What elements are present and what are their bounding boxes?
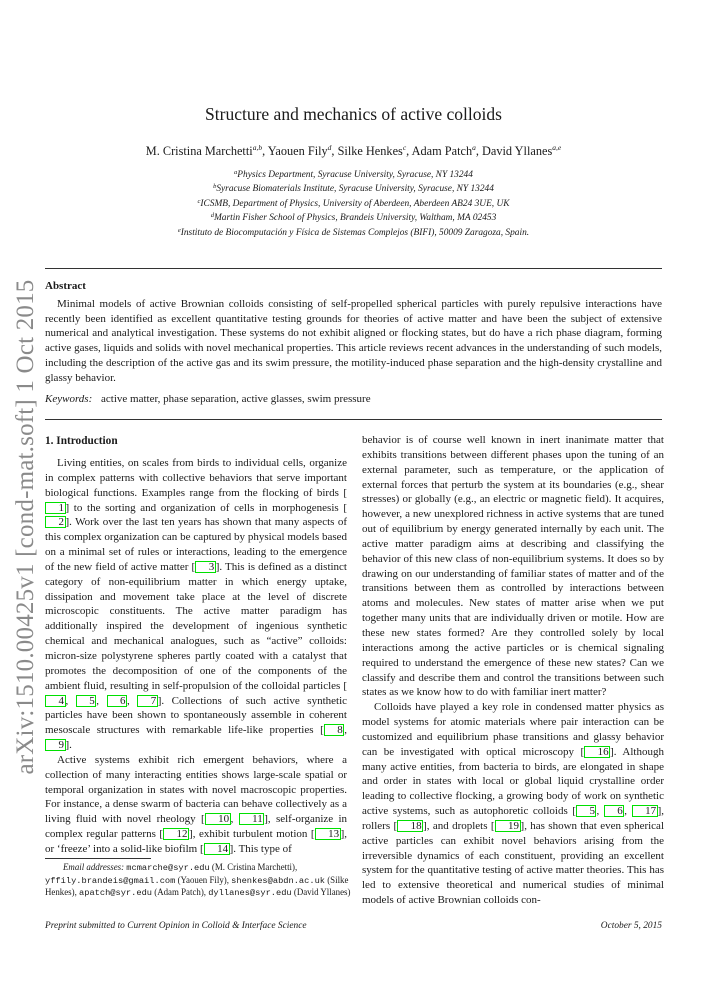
body-paragraph: behavior is of course well known in inert inanimate matter that exhibits transitions between different phases upon the tuning of an external parameter, such as temperature, or the application of external forces that perturb the system at its boundaries (e.g., shear stresses) or globally (e.g., an electric or magnetic field). It acquires, however, a new unexplored richness in active systems that are tuned out of equilibrium by energy generated internally by each unit. The active matter paradigm aims at describing and classifying the behavior of this new class of non-equilibrium systems. It does so by drawing on our understanding of familiar states of matter and of the transitions between them as controlled by interactions between atoms and molecules. New states of matter arise when we put together many units that are individually driven or motile. How are these new states formed? Are they controlled solely by local interactions among the active particles or is chemical signaling required to understand the emergence of these new states? Can we classify and describe them and control the transitions between such states as we know how to do with familiar inert matter? xyxy=(362,434,664,699)
email-link[interactable]: shenkes@abdn.ac.uk xyxy=(231,875,325,886)
body-paragraph: Colloids have played a key role in condensed matter physics as model systems for atomic materials where pair interaction can be customized and equilibrium phase transitions and glassy behavior can be investigated with optical microscopy [ 16 ]. Although many active entities, from bacteria to birds, are elongated in shape and order in states with local or global liquid crystalline order leading to collective flocking, a growing body of work on synthetic active systems, such as autophoretic colloids [ 5 , 6 , 17 ], rollers [ 18 ], and droplets [ 19 ], has shown that even spherical active particles can exhibit novel behaviors arising from the irreversible dynamics of each constituent, providing an excellent system for the quantitative testing of active matter theories. This has led to extensive theoretical and numerical studies of minimal models of active Brownian colloids con- xyxy=(362,701,665,907)
keywords xyxy=(45,393,662,405)
affiliation-line xyxy=(0,210,707,224)
affiliation-line xyxy=(0,196,707,210)
citation-link[interactable]: 7 xyxy=(137,695,158,707)
affiliation-text: Physics Department, Syracuse University, Syracuse, NY 13244 xyxy=(237,170,473,180)
email-owner: (M. Cristina Marchetti), xyxy=(211,862,298,872)
email-owner: (Silke Henkes), xyxy=(45,874,349,898)
email-owner: (Adam Patch), xyxy=(154,887,206,898)
author-name: Yaouen Fily xyxy=(267,144,328,158)
citation-link[interactable]: 16 xyxy=(584,746,610,758)
paper-title: Structure and mechanics of active colloids xyxy=(205,104,502,124)
abstract-bottom-divider xyxy=(45,419,662,420)
citation-link[interactable]: 11 xyxy=(239,813,265,825)
left-column-body xyxy=(45,456,347,857)
citation-link[interactable]: 5 xyxy=(576,805,597,817)
citation-link[interactable]: 9 xyxy=(45,739,66,751)
affiliation-text: Martin Fisher School of Physics, Brandeis University, Waltham, MA 02453 xyxy=(213,213,497,224)
abstract-text: Minimal models of active Brownian colloids consisting of self-propelled spherical particles with purely repulsive interactions have recently been identified as excellent quantitative testing grounds for theories of active matter and have been the subject of extensive numerical and analytical investigation. These systems do not exhibit aligned or flocking states, but do have a rich phase diagram, forming active gases, liquids and solids with novel mechanical properties. This article reviews recent advances in the understanding of such models, including the description of the active gas and its swim pressure, the motility-induced phase separation and the high-density crystalline and glassy behavior. xyxy=(45,298,662,384)
email-footnote xyxy=(45,862,355,900)
abstract-heading: Abstract xyxy=(45,280,86,292)
citation-link[interactable]: 8 xyxy=(324,724,345,736)
affiliation-marker: e xyxy=(177,226,181,234)
footnote-divider xyxy=(45,858,151,859)
email-owner: (Yaouen Fily), xyxy=(177,874,229,885)
affiliation-text: Instituto de Biocomputación y Física de Sistemas Complejos (BIFI), 50009 Zaragoza, Spain. xyxy=(180,227,530,238)
affiliation-text: ICSMB, Department of Physics, University of Aberdeen, Aberdeen AB24 3UE, UK xyxy=(200,198,510,209)
affiliation-list xyxy=(0,167,707,239)
email-link[interactable]: yffily.brandeis@gmail.com xyxy=(45,875,176,886)
body-paragraph: Active systems exhibit rich emergent behaviors, where a collection of many interacting entities shows large-scale spatial or temporal organization in states with novel macroscopic properties. For instance, a dense swarm of bacteria can behave collectively as a living fluid with novel rheology [ 10 , 11 ], self-organize in complex regular patterns [ 12 ], exhibit turbulent motion [ 13 ], or ‘freeze’ into a solid-like biofilm [ 14 ]. This type of xyxy=(45,753,348,855)
citation-link[interactable]: 19 xyxy=(495,820,521,832)
affiliation-line xyxy=(0,225,707,239)
affiliation-marker: c xyxy=(197,197,201,205)
top-divider xyxy=(45,268,662,269)
email-link[interactable]: dyllanes@syr.edu xyxy=(208,888,292,899)
email-link[interactable]: apatch@syr.edu xyxy=(79,888,153,899)
citation-link[interactable]: 6 xyxy=(107,695,128,707)
affiliation-text: Syracuse Biomaterials Institute, Syracuse University, Syracuse, NY 13244 xyxy=(216,184,494,195)
citation-link[interactable]: 17 xyxy=(632,805,658,817)
citation-link[interactable]: 6 xyxy=(604,805,625,817)
citation-link[interactable]: 3 xyxy=(195,561,216,573)
author-name: Silke Henkes xyxy=(337,144,403,158)
citation-link[interactable]: 4 xyxy=(45,695,66,707)
right-column-body xyxy=(362,433,664,908)
citation-link[interactable]: 12 xyxy=(163,828,189,840)
citation-link[interactable]: 5 xyxy=(76,695,97,707)
citation-link[interactable]: 14 xyxy=(204,843,230,855)
citation-link[interactable]: 18 xyxy=(397,820,423,832)
author-name: M. Cristina Marchetti xyxy=(145,144,253,158)
citation-link[interactable]: 10 xyxy=(205,813,231,825)
author-affiliation-marker: a,e xyxy=(552,143,562,152)
keywords-text: active matter, phase separation, active glasses, swim pressure xyxy=(101,393,371,405)
author-affiliation-marker: a,b xyxy=(252,143,263,152)
author-affiliation-marker: a xyxy=(472,143,476,152)
arxiv-identifier-text: arXiv:1510.00425v1 [cond-mat.soft] 1 Oct 2015 xyxy=(12,279,39,775)
citation-link[interactable]: 2 xyxy=(45,516,66,528)
arxiv-identifier-stamp xyxy=(6,279,46,775)
preprint-date: October 5, 2015 xyxy=(600,921,662,931)
affiliation-marker: d xyxy=(210,212,214,220)
author-name: Adam Patch xyxy=(411,144,473,158)
citation-link[interactable]: 13 xyxy=(315,828,341,840)
author-list: M. Cristina Marchetti$^{a,b}$, Yaouen Fily$^d$, Silke Henkes$^c$, Adam Patch$^a$, David Yllanes$^{a,e}$ xyxy=(145,143,562,158)
preprint-note: Preprint submitted to Current Opinion in Colloid & Interface Science xyxy=(45,921,307,931)
author-affiliation-marker: d xyxy=(327,143,332,152)
affiliation-line xyxy=(0,167,707,181)
email-link[interactable]: mcmarche@syr.edu xyxy=(126,863,210,873)
author-name: David Yllanes xyxy=(482,144,553,158)
affiliation-marker: a xyxy=(234,169,238,176)
section-heading-introduction: 1. Introduction xyxy=(45,435,118,447)
affiliation-marker: b xyxy=(213,183,217,191)
email-owner: (David Yllanes) xyxy=(293,887,351,898)
keywords-label: Keywords: xyxy=(45,393,93,405)
author-affiliation-marker: c xyxy=(402,143,407,152)
affiliation-line xyxy=(0,181,707,195)
email-label: Email addresses: xyxy=(63,862,125,872)
citation-link[interactable]: 1 xyxy=(45,502,66,514)
body-paragraph: Living entities, on scales from birds to individual cells, organize in complex patterns with collective behaviors that serve important biological functions. Examples range from the flocking of birds [1 ] to the sorting and organization of cells in morphogenesis [2 ]. Work over the last ten years has shown that many aspects of this complex organization can be captured by physical models based on a minimal set of rules or interactions, leading to the emergence of the new field of active matter [ 3 ]. This is defined as a distinct category of non-equilibrium matter in which energy uptake, dissipation and movement take place at the level of discrete microscopic constituents. The active matter paradigm has additionally inspired the development of ingenious synthetic chemical and mechanical analogues, such as “active” colloids: micron-size polystyrene spheres partly coated with a catalyst that promotes the decomposition of one of the components of the ambient fluid, resulting in self-propulsion of the colloidal particles [4 , 5 , 6 , 7 ]. Collections of such active synthetic particles have been shown to spontaneously assemble in coherent mesoscale structures with remarkable life-like properties [ 8 , 9 ]. xyxy=(45,457,348,752)
